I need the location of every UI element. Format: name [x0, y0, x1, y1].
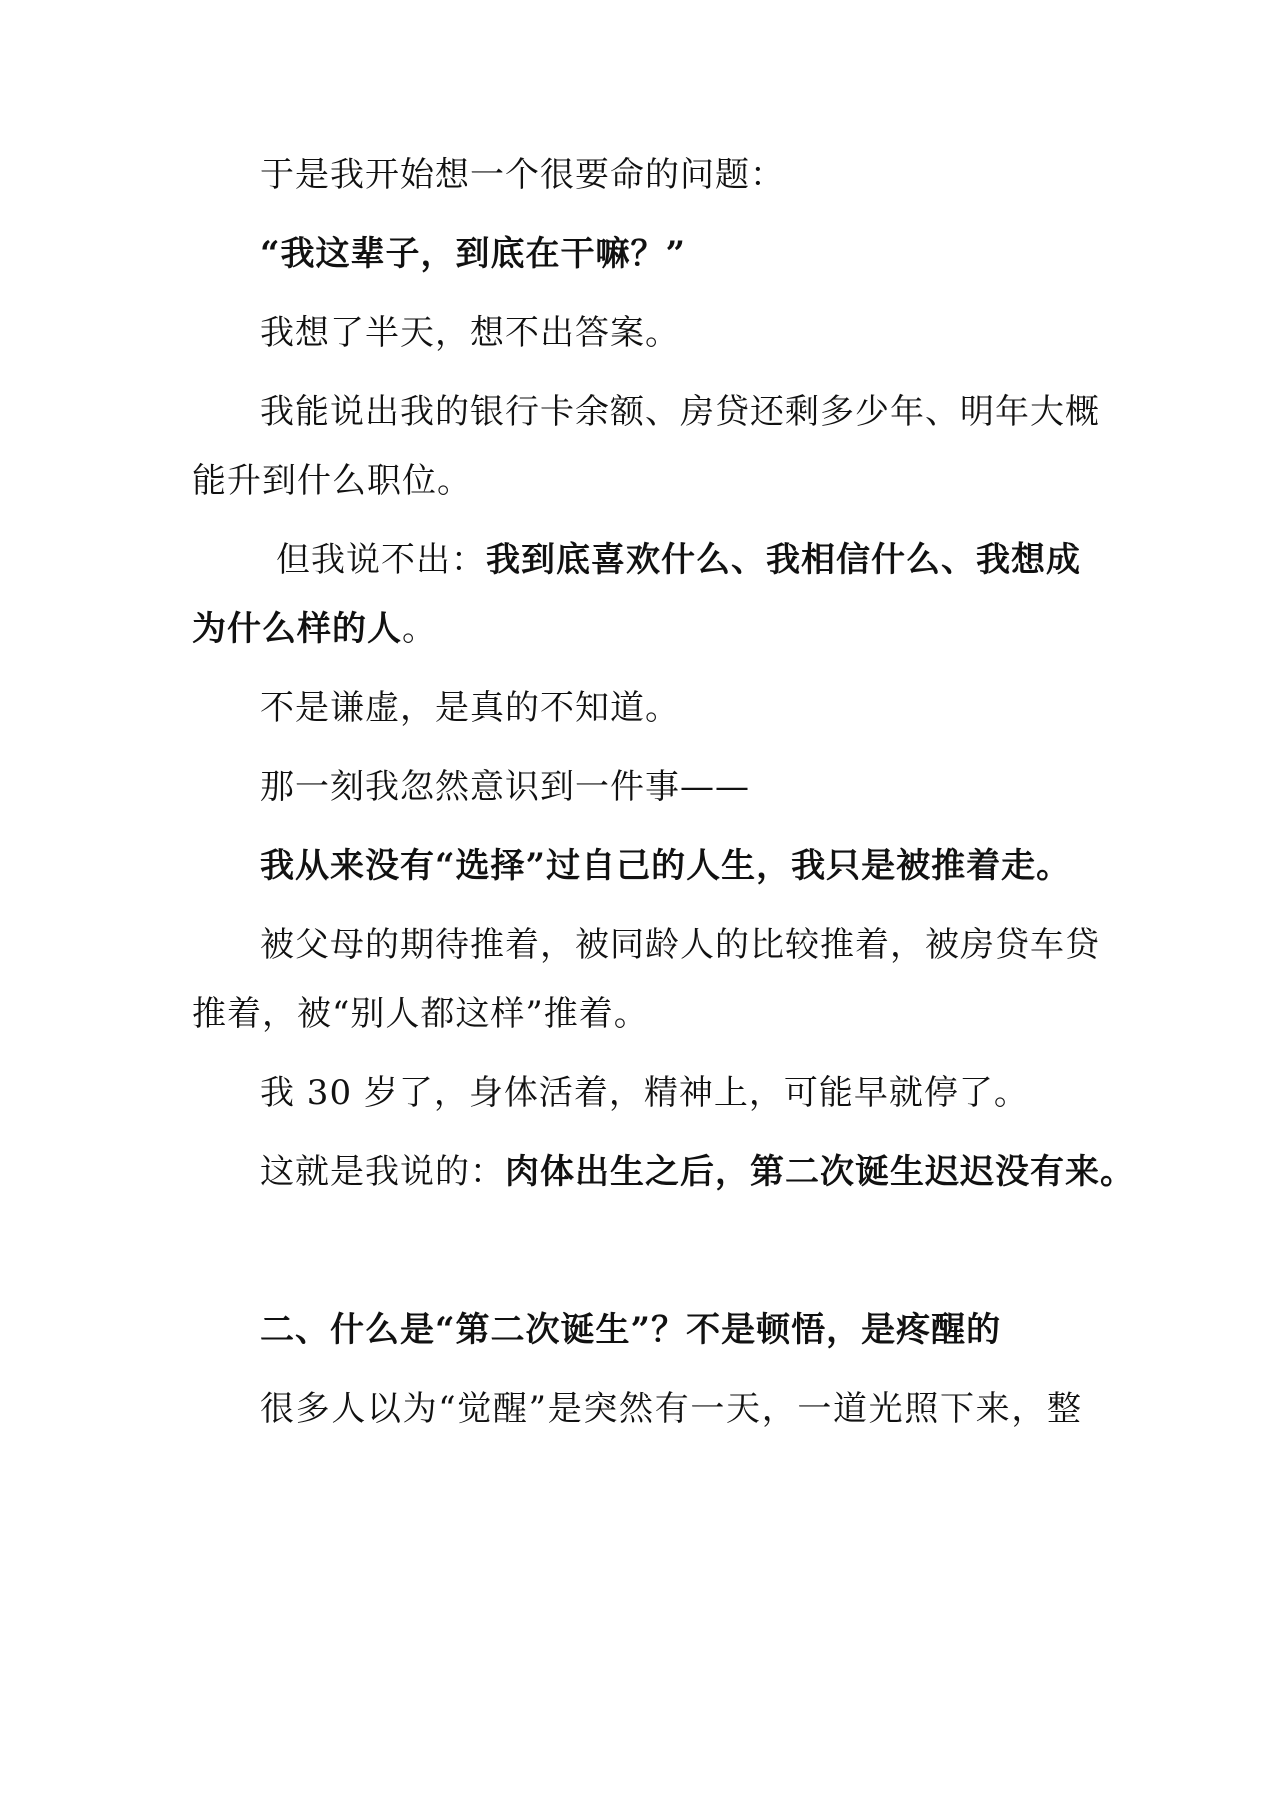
paragraph-cannot-say-line-1 — [276, 538, 1082, 582]
paragraph-awakening-line-1 — [260, 1387, 1082, 1431]
emphasis-text: 肉体出生之后，第二次诞生迟迟没有来。 — [505, 1152, 1135, 1192]
paragraph-cannot-say-line-2 — [192, 607, 1082, 651]
paragraph-text: “我这辈子，到底在干嘛？” — [260, 234, 687, 274]
heading-text: 二、什么是“第二次诞生”？不是顿悟，是疼醒的 — [260, 1310, 1002, 1350]
emphasis-text: 我从来没有“选择”过自己的人生，我只是被推着走。 — [260, 846, 1072, 886]
paragraph-question-intro — [260, 153, 1150, 197]
paragraph-text: 推着，被“别人都这样”推着。 — [192, 994, 649, 1034]
paragraph-text: 我 30 岁了，身体活着，精神上，可能早就停了。 — [260, 1073, 1029, 1113]
paragraph-text: 被父母的期待推着，被同龄人的比较推着，被房贷车贷 — [260, 925, 1100, 965]
paragraph-text: 很多人以为“觉醒”是突然有一天，一道光照下来，整 — [260, 1389, 1082, 1429]
paragraph-text: 不是谦虚，是真的不知道。 — [260, 688, 680, 728]
paragraph-bank-line-2 — [192, 459, 1082, 503]
emphasis-text: 为什么样的人 — [192, 609, 402, 649]
paragraph-never-chose — [260, 844, 1150, 888]
paragraph-thirty — [260, 1071, 1150, 1115]
paragraph-text: 于是我开始想一个很要命的问题： — [260, 155, 785, 195]
paragraph-not-modest — [260, 686, 1150, 730]
paragraph-pushed-line-1 — [260, 923, 1100, 967]
paragraph-pushed-line-2 — [192, 992, 1082, 1036]
paragraph-text: 那一刻我忽然意识到一件事—— — [260, 767, 750, 807]
paragraph-question-quote — [260, 232, 1150, 276]
paragraph-bank-line-1 — [260, 390, 1100, 434]
paragraph-text: 我能说出我的银行卡余额、房贷还剩多少年、明年大概 — [260, 392, 1100, 432]
paragraph-text: 能升到什么职位。 — [192, 461, 472, 501]
paragraph-text: 但我说不出： — [276, 540, 486, 580]
emphasis-text: 我到底喜欢什么、我相信什么、我想成 — [486, 540, 1081, 580]
paragraph-no-answer — [260, 311, 1150, 355]
paragraph-realized — [260, 765, 1150, 809]
paragraph-text: 。 — [402, 609, 437, 649]
paragraph-text: 这就是我说的： — [260, 1152, 505, 1192]
paragraph-text: 我想了半天，想不出答案。 — [260, 313, 680, 353]
paragraph-second-birth — [260, 1150, 1150, 1194]
section-heading — [260, 1308, 1150, 1352]
